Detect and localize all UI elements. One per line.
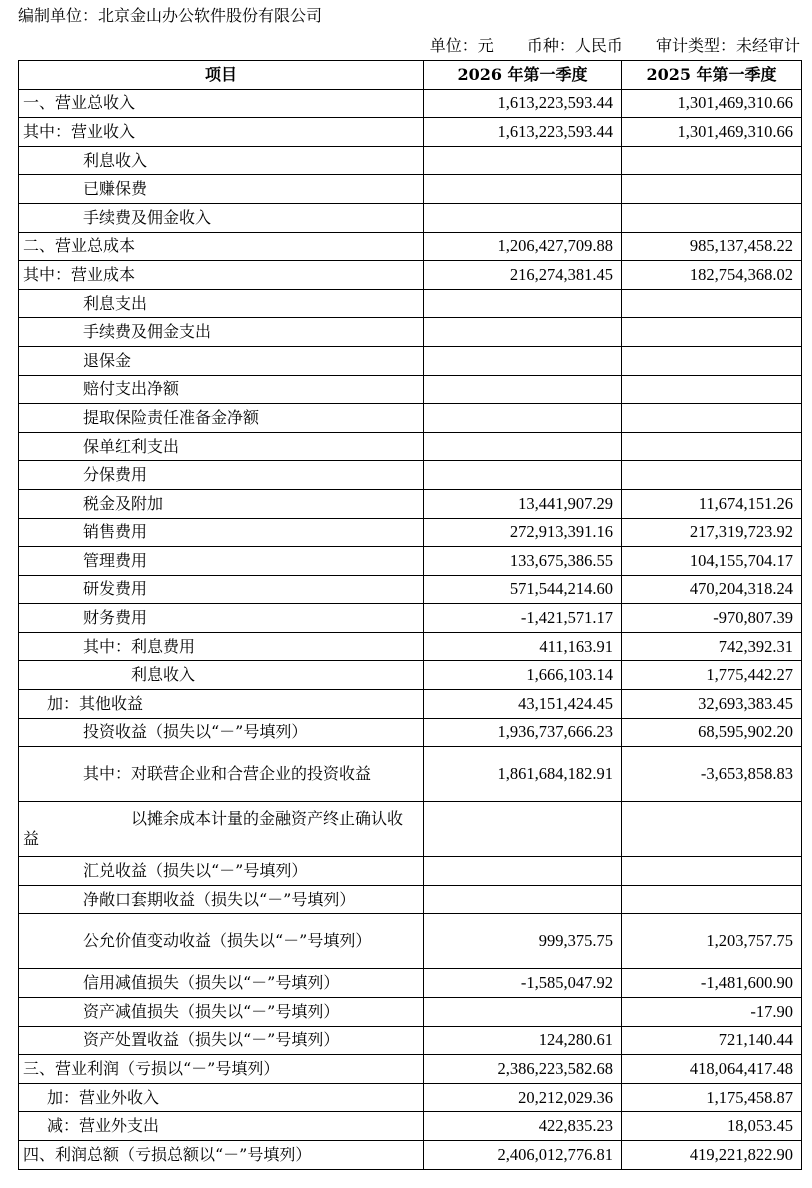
value-2025q1 bbox=[622, 203, 802, 232]
table-row bbox=[19, 375, 802, 404]
value-2026q1: 2,406,012,776.81 bbox=[424, 1141, 622, 1170]
value-2026q1: 411,163.91 bbox=[424, 632, 622, 661]
row-label-text: 利息收入 bbox=[131, 665, 196, 685]
row-label-text: 提取保险责任准备金净额 bbox=[83, 407, 260, 427]
row-label-text: 三、营业利润（亏损以“－”号填列） bbox=[23, 1059, 280, 1079]
row-label-text: 信用减值损失（损失以“－”号填列） bbox=[83, 973, 340, 993]
row-label bbox=[19, 1055, 424, 1084]
table-row bbox=[19, 461, 802, 490]
table-row bbox=[19, 175, 802, 204]
row-label-text: 加：其他收益 bbox=[47, 693, 144, 713]
value-2026q1 bbox=[424, 461, 622, 490]
row-label-text: 分保费用 bbox=[83, 465, 148, 485]
table-row bbox=[19, 118, 802, 147]
value-2026q1: 272,913,391.16 bbox=[424, 518, 622, 547]
value-2025q1 bbox=[622, 289, 802, 318]
row-label bbox=[19, 375, 424, 404]
value-2026q1 bbox=[424, 203, 622, 232]
value-2025q1 bbox=[622, 885, 802, 914]
income-statement-table bbox=[18, 60, 802, 1170]
value-2025q1: 32,693,383.45 bbox=[622, 690, 802, 719]
value-2025q1 bbox=[622, 346, 802, 375]
value-2026q1: 1,613,223,593.44 bbox=[424, 89, 622, 118]
value-2026q1: -1,585,047.92 bbox=[424, 969, 622, 998]
table-header-row bbox=[19, 61, 802, 90]
value-2026q1: 422,835.23 bbox=[424, 1112, 622, 1141]
value-2026q1: 1,861,684,182.91 bbox=[424, 747, 622, 802]
table-row bbox=[19, 718, 802, 747]
table-row bbox=[19, 232, 802, 261]
table-row bbox=[19, 432, 802, 461]
table-row bbox=[19, 914, 802, 969]
row-label-text: 保单红利支出 bbox=[83, 436, 180, 456]
value-2025q1: 985,137,458.22 bbox=[622, 232, 802, 261]
value-2026q1: 216,274,381.45 bbox=[424, 261, 622, 290]
value-2025q1 bbox=[622, 404, 802, 433]
value-2025q1: 11,674,151.26 bbox=[622, 489, 802, 518]
row-label-text: 其中：利息费用 bbox=[83, 636, 196, 656]
row-label-text: 减：营业外支出 bbox=[47, 1116, 160, 1136]
unit-label: 单位：元 bbox=[429, 36, 494, 55]
row-label bbox=[19, 802, 424, 857]
row-label bbox=[19, 203, 424, 232]
row-label-text: 资产处置收益（损失以“－”号填列） bbox=[83, 1030, 340, 1050]
value-2026q1: 1,206,427,709.88 bbox=[424, 232, 622, 261]
row-label-text: 已赚保费 bbox=[83, 179, 148, 199]
table-row bbox=[19, 1141, 802, 1170]
row-label bbox=[19, 461, 424, 490]
row-label bbox=[19, 575, 424, 604]
table-row bbox=[19, 261, 802, 290]
value-2025q1: -3,653,858.83 bbox=[622, 747, 802, 802]
table-row bbox=[19, 404, 802, 433]
table-row bbox=[19, 289, 802, 318]
row-label-text: 净敞口套期收益（损失以“－”号填列） bbox=[83, 889, 356, 909]
column-header-item: 项目 bbox=[19, 61, 424, 90]
value-2026q1 bbox=[424, 289, 622, 318]
value-2025q1: 1,301,469,310.66 bbox=[622, 118, 802, 147]
value-2025q1: -1,481,600.90 bbox=[622, 969, 802, 998]
row-label-text: 公允价值变动收益（损失以“－”号填列） bbox=[83, 931, 372, 951]
value-2026q1: -1,421,571.17 bbox=[424, 604, 622, 633]
column-header-2025q1: 2025 年第一季度 bbox=[622, 61, 802, 90]
value-2025q1: 1,175,458.87 bbox=[622, 1083, 802, 1112]
value-2025q1 bbox=[622, 802, 802, 857]
row-label-text: 其中：营业成本 bbox=[23, 264, 136, 284]
table-row bbox=[19, 969, 802, 998]
company-name: 编制单位：北京金山办公软件股份有限公司 bbox=[18, 6, 323, 25]
value-2026q1: 1,666,103.14 bbox=[424, 661, 622, 690]
value-2026q1 bbox=[424, 346, 622, 375]
row-label bbox=[19, 489, 424, 518]
table-row bbox=[19, 632, 802, 661]
table-row bbox=[19, 547, 802, 576]
table-row bbox=[19, 318, 802, 347]
row-label bbox=[19, 1112, 424, 1141]
row-label bbox=[19, 318, 424, 347]
table-row bbox=[19, 1083, 802, 1112]
value-2026q1: 571,544,214.60 bbox=[424, 575, 622, 604]
row-label-text: 其中：营业收入 bbox=[23, 121, 136, 141]
audit-type-label: 审计类型：未经审计 bbox=[655, 36, 800, 55]
row-label bbox=[19, 146, 424, 175]
value-2025q1: 104,155,704.17 bbox=[622, 547, 802, 576]
row-label bbox=[19, 1141, 424, 1170]
row-label bbox=[19, 518, 424, 547]
value-2026q1: 2,386,223,582.68 bbox=[424, 1055, 622, 1084]
table-row bbox=[19, 604, 802, 633]
table-row bbox=[19, 1026, 802, 1055]
row-label-text: 加：营业外收入 bbox=[47, 1087, 160, 1107]
row-label-text: 以摊余成本计量的金融资产终止确认收益 bbox=[23, 809, 404, 849]
row-label bbox=[19, 404, 424, 433]
value-2026q1: 133,675,386.55 bbox=[424, 547, 622, 576]
row-label-text: 汇兑收益（损失以“－”号填列） bbox=[83, 861, 308, 881]
row-label-text: 其中：对联营企业和合营企业的投资收益 bbox=[83, 764, 372, 784]
value-2025q1: -17.90 bbox=[622, 998, 802, 1027]
table-row bbox=[19, 747, 802, 802]
row-label-text: 销售费用 bbox=[83, 522, 148, 542]
table-row bbox=[19, 1112, 802, 1141]
row-label-text: 退保金 bbox=[83, 350, 132, 370]
row-label-text: 利息支出 bbox=[83, 293, 148, 313]
value-2026q1: 43,151,424.45 bbox=[424, 690, 622, 719]
row-label-text: 资产减值损失（损失以“－”号填列） bbox=[83, 1001, 340, 1021]
row-label bbox=[19, 690, 424, 719]
row-label bbox=[19, 914, 424, 969]
row-label bbox=[19, 718, 424, 747]
value-2026q1 bbox=[424, 404, 622, 433]
row-label bbox=[19, 89, 424, 118]
value-2026q1 bbox=[424, 175, 622, 204]
row-label bbox=[19, 289, 424, 318]
row-label-text: 四、利润总额（亏损总额以“－”号填列） bbox=[23, 1144, 312, 1164]
value-2025q1 bbox=[622, 175, 802, 204]
value-2025q1: 721,140.44 bbox=[622, 1026, 802, 1055]
row-label bbox=[19, 261, 424, 290]
value-2026q1 bbox=[424, 432, 622, 461]
value-2025q1 bbox=[622, 857, 802, 886]
row-label bbox=[19, 1083, 424, 1112]
value-2026q1: 13,441,907.29 bbox=[424, 489, 622, 518]
value-2025q1 bbox=[622, 432, 802, 461]
row-label-text: 二、营业总成本 bbox=[23, 236, 136, 256]
currency-label: 币种：人民币 bbox=[526, 36, 623, 55]
row-label-text: 财务费用 bbox=[83, 608, 148, 628]
row-label bbox=[19, 175, 424, 204]
value-2026q1 bbox=[424, 998, 622, 1027]
table-row bbox=[19, 998, 802, 1027]
value-2026q1 bbox=[424, 802, 622, 857]
row-label bbox=[19, 632, 424, 661]
row-label-text: 手续费及佣金收入 bbox=[83, 207, 212, 227]
table-row bbox=[19, 1055, 802, 1084]
value-2025q1: 1,203,757.75 bbox=[622, 914, 802, 969]
value-2026q1 bbox=[424, 146, 622, 175]
table-row bbox=[19, 802, 802, 857]
value-2025q1 bbox=[622, 318, 802, 347]
value-2026q1 bbox=[424, 885, 622, 914]
row-label bbox=[19, 747, 424, 802]
table-row bbox=[19, 146, 802, 175]
row-label bbox=[19, 885, 424, 914]
row-label bbox=[19, 969, 424, 998]
row-label bbox=[19, 432, 424, 461]
row-label bbox=[19, 232, 424, 261]
table-row bbox=[19, 203, 802, 232]
column-header-2026q1: 2026 年第一季度 bbox=[424, 61, 622, 90]
value-2025q1: -970,807.39 bbox=[622, 604, 802, 633]
table-row bbox=[19, 857, 802, 886]
row-label bbox=[19, 661, 424, 690]
row-label bbox=[19, 998, 424, 1027]
table-row bbox=[19, 89, 802, 118]
value-2025q1 bbox=[622, 146, 802, 175]
value-2025q1: 1,301,469,310.66 bbox=[622, 89, 802, 118]
row-label-text: 利息收入 bbox=[83, 150, 148, 170]
value-2026q1: 999,375.75 bbox=[424, 914, 622, 969]
row-label-text: 赔付支出净额 bbox=[83, 379, 180, 399]
row-label bbox=[19, 346, 424, 375]
value-2026q1: 20,212,029.36 bbox=[424, 1083, 622, 1112]
table-row bbox=[19, 885, 802, 914]
table-body bbox=[19, 89, 802, 1169]
value-2025q1: 419,221,822.90 bbox=[622, 1141, 802, 1170]
report-meta bbox=[430, 35, 800, 57]
row-label-text: 研发费用 bbox=[83, 579, 148, 599]
table-row bbox=[19, 518, 802, 547]
value-2025q1: 217,319,723.92 bbox=[622, 518, 802, 547]
value-2025q1: 18,053.45 bbox=[622, 1112, 802, 1141]
table-row bbox=[19, 346, 802, 375]
table-row bbox=[19, 690, 802, 719]
row-label-text: 一、营业总收入 bbox=[23, 93, 136, 113]
value-2026q1: 1,613,223,593.44 bbox=[424, 118, 622, 147]
value-2025q1: 68,595,902.20 bbox=[622, 718, 802, 747]
row-label-text: 投资收益（损失以“－”号填列） bbox=[83, 722, 308, 742]
row-label bbox=[19, 604, 424, 633]
row-label bbox=[19, 1026, 424, 1055]
value-2025q1: 1,775,442.27 bbox=[622, 661, 802, 690]
row-label bbox=[19, 547, 424, 576]
value-2026q1 bbox=[424, 375, 622, 404]
value-2026q1 bbox=[424, 318, 622, 347]
row-label-text: 税金及附加 bbox=[83, 493, 164, 513]
table-row bbox=[19, 661, 802, 690]
row-label bbox=[19, 857, 424, 886]
value-2026q1 bbox=[424, 857, 622, 886]
value-2026q1: 1,936,737,666.23 bbox=[424, 718, 622, 747]
value-2025q1: 418,064,417.48 bbox=[622, 1055, 802, 1084]
value-2025q1 bbox=[622, 375, 802, 404]
row-label-text: 手续费及佣金支出 bbox=[83, 322, 212, 342]
value-2025q1 bbox=[622, 461, 802, 490]
table-row bbox=[19, 489, 802, 518]
value-2025q1: 742,392.31 bbox=[622, 632, 802, 661]
value-2026q1: 124,280.61 bbox=[424, 1026, 622, 1055]
row-label bbox=[19, 118, 424, 147]
value-2025q1: 470,204,318.24 bbox=[622, 575, 802, 604]
value-2025q1: 182,754,368.02 bbox=[622, 261, 802, 290]
row-label-text: 管理费用 bbox=[83, 550, 148, 570]
table-row bbox=[19, 575, 802, 604]
